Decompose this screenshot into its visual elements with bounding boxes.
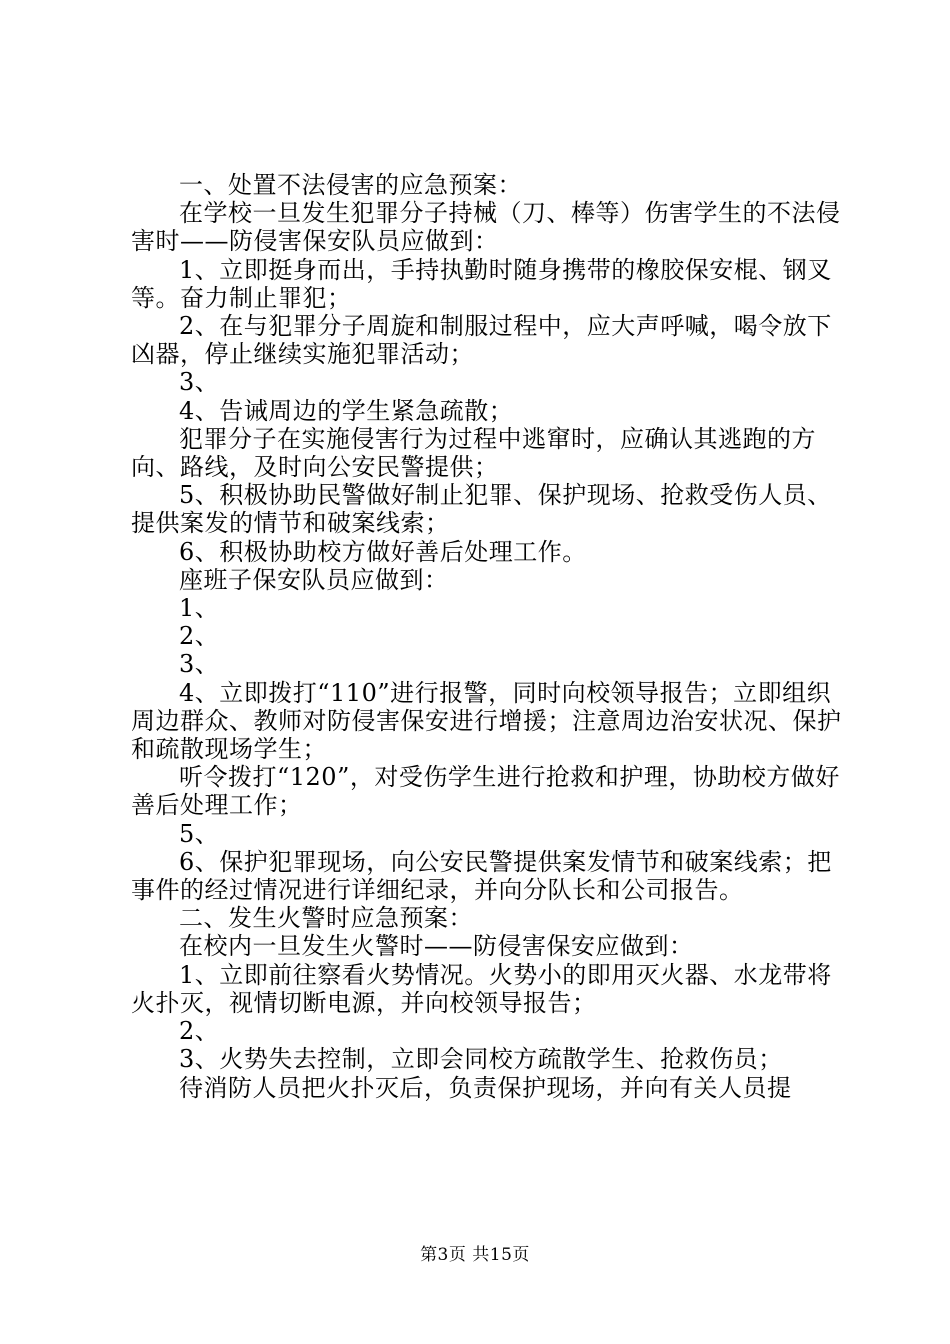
list-item: 4、立即拨打“110”进行报警，同时向校领导报告；立即组织周边群众、教师对防侵害保安进行增援；注意周边治安状况、保护和疏散现场学生； xyxy=(131,678,842,764)
list-item: 1、 xyxy=(179,594,220,623)
list-item: 1、立即前往察看火势情况。火势小的即用灭火器、水龙带将火扑灭，视情切断电源，并向校领导报告； xyxy=(131,960,832,1017)
list-item: 2、 xyxy=(179,1017,220,1046)
list-item: 2、 xyxy=(179,622,220,651)
list-item: 1、立即挺身而出，手持执勤时随身携带的橡胶保安棍、钢叉等。奋力制止罪犯； xyxy=(131,255,832,312)
list-item: 3、 xyxy=(179,650,220,679)
paragraph: 在学校一旦发生犯罪分子持械（刀、棒等）伤害学生的不法侵害时——防侵害保安队员应做到： xyxy=(131,199,841,256)
list-item: 6、保护犯罪现场，向公安民警提供案发情节和破案线索；把事件的经过情况进行详细纪录，并向分队长和公司报告。 xyxy=(131,847,832,905)
section-heading-2: 二、发生火警时应急预案： xyxy=(179,904,473,933)
list-item: 4、告诫周边的学生紧急疏散； xyxy=(179,396,514,425)
list-item: 5、 xyxy=(179,819,220,848)
paragraph: 待消防人员把火扑灭后，负责保护现场，并向有关人员提 xyxy=(179,1073,792,1102)
paragraph: 在校内一旦发生火警时——防侵害保安应做到： xyxy=(179,932,694,961)
paragraph: 听令拨打“120”，对受伤学生进行抢救和护理，协助校方做好善后处理工作； xyxy=(131,763,840,820)
list-item: 2、在与犯罪分子周旋和制服过程中，应大声呼喊，喝令放下凶器，停止继续实施犯罪活动； xyxy=(131,312,832,369)
list-item: 3、 xyxy=(179,368,220,397)
list-item: 3、火势失去控制，立即会同校方疏散学生、抢救伤员； xyxy=(179,1045,783,1074)
section-heading-1: 一、处置不法侵害的应急预案： xyxy=(179,171,522,199)
page-number-footer: 第3页 共15页 xyxy=(420,1245,530,1265)
document-body xyxy=(131,171,843,1102)
paragraph: 座班子保安队员应做到： xyxy=(179,565,449,594)
list-item: 5、积极协助民警做好制止犯罪、保护现场、抢救受伤人员、提供案发的情节和破案线索； xyxy=(131,481,832,538)
list-item: 6、积极协助校方做好善后处理工作。 xyxy=(179,537,587,566)
paragraph: 犯罪分子在实施侵害行为过程中逃窜时，应确认其逃跑的方向、路线，及时向公安民警提供； xyxy=(131,424,816,482)
